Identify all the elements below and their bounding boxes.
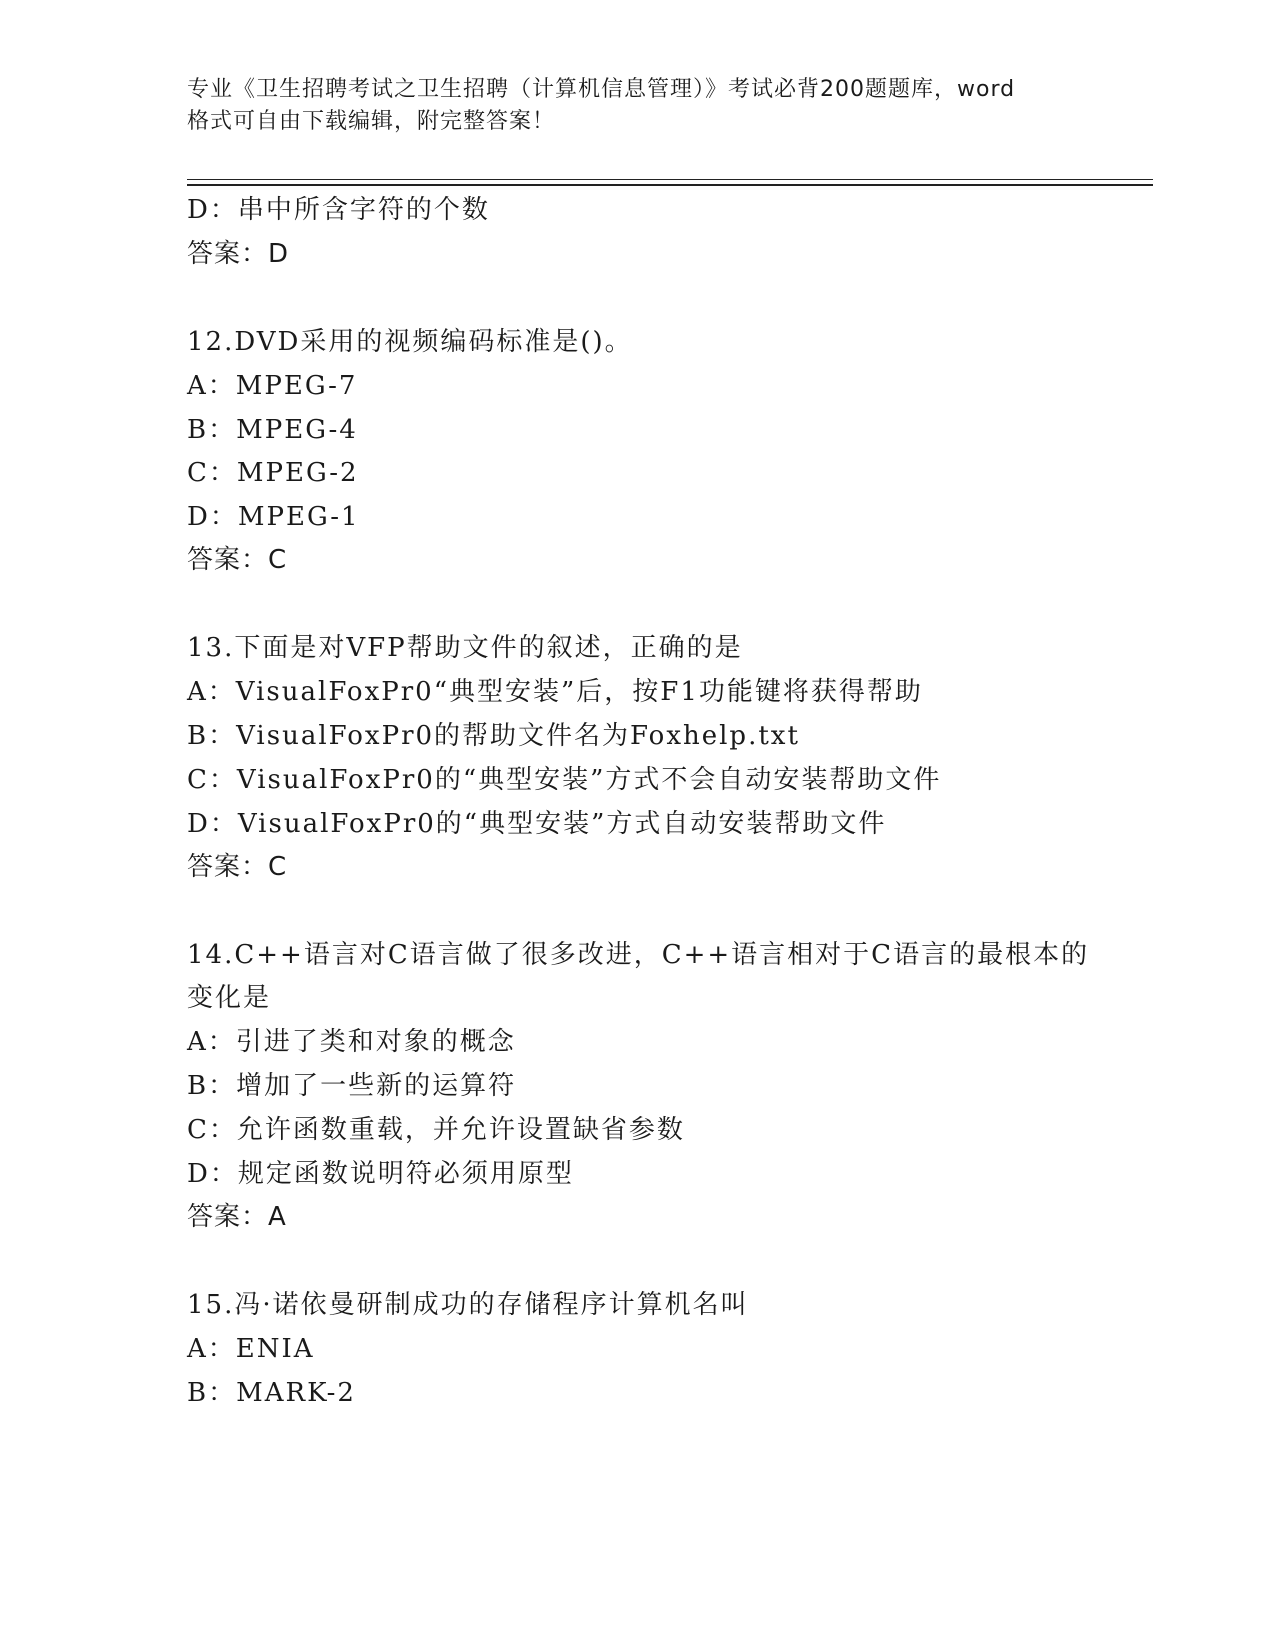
header-divider-thick [187,184,1153,186]
q15-option-a: A：ENIA [187,1334,315,1364]
q13-option-c: C：VisualFoxPr0的“典型安装”方式不会自动安装帮助文件 [187,765,942,795]
q13-option-d: D：VisualFoxPr0的“典型安装”方式自动安装帮助文件 [187,809,887,839]
q14-option-d: D：规定函数说明符必须用原型 [187,1159,574,1189]
q11-option-d: D：串中所含字符的个数 [187,195,490,225]
q14-question-line-1: 14.C++语言对C语言做了很多改进，C++语言相对于C语言的最根本的 [187,940,1090,970]
q13-option-a: A：VisualFoxPr0“典型安装”后，按F1功能键将获得帮助 [187,677,923,707]
q12-option-a: A：MPEG-7 [187,371,358,401]
q12-answer: 答案：C [187,545,288,575]
q14-option-a: A：引进了类和对象的概念 [187,1027,516,1057]
q12-question: 12.DVD采用的视频编码标准是()。 [187,327,633,357]
header-divider-thin [187,179,1153,180]
q15-option-b: B：MARK-2 [187,1378,356,1408]
q14-option-b: B：增加了一些新的运算符 [187,1071,517,1101]
q11-answer: 答案：D [187,239,290,269]
q12-option-b: B：MPEG-4 [187,415,358,445]
header-line-2: 格式可自由下载编辑，附完整答案！ [187,109,556,134]
q14-answer: 答案：A [187,1202,287,1232]
q14-option-c: C：允许函数重载，并允许设置缺省参数 [187,1115,685,1145]
q13-option-b: B：VisualFoxPr0的帮助文件名为Foxhelp.txt [187,721,800,751]
header-line-1: 专业《卫生招聘考试之卫生招聘（计算机信息管理）》考试必背200题题库，word [187,77,1016,102]
q13-question: 13.下面是对VFP帮助文件的叙述，正确的是 [187,633,743,663]
q15-question: 15.冯·诺依曼研制成功的存储程序计算机名叫 [187,1290,749,1320]
document-header [187,74,1087,138]
q12-option-c: C：MPEG-2 [187,458,359,488]
q14-question-line-2: 变化是 [187,983,272,1013]
q13-answer: 答案：C [187,852,288,882]
q12-option-d: D：MPEG-1 [187,502,360,532]
